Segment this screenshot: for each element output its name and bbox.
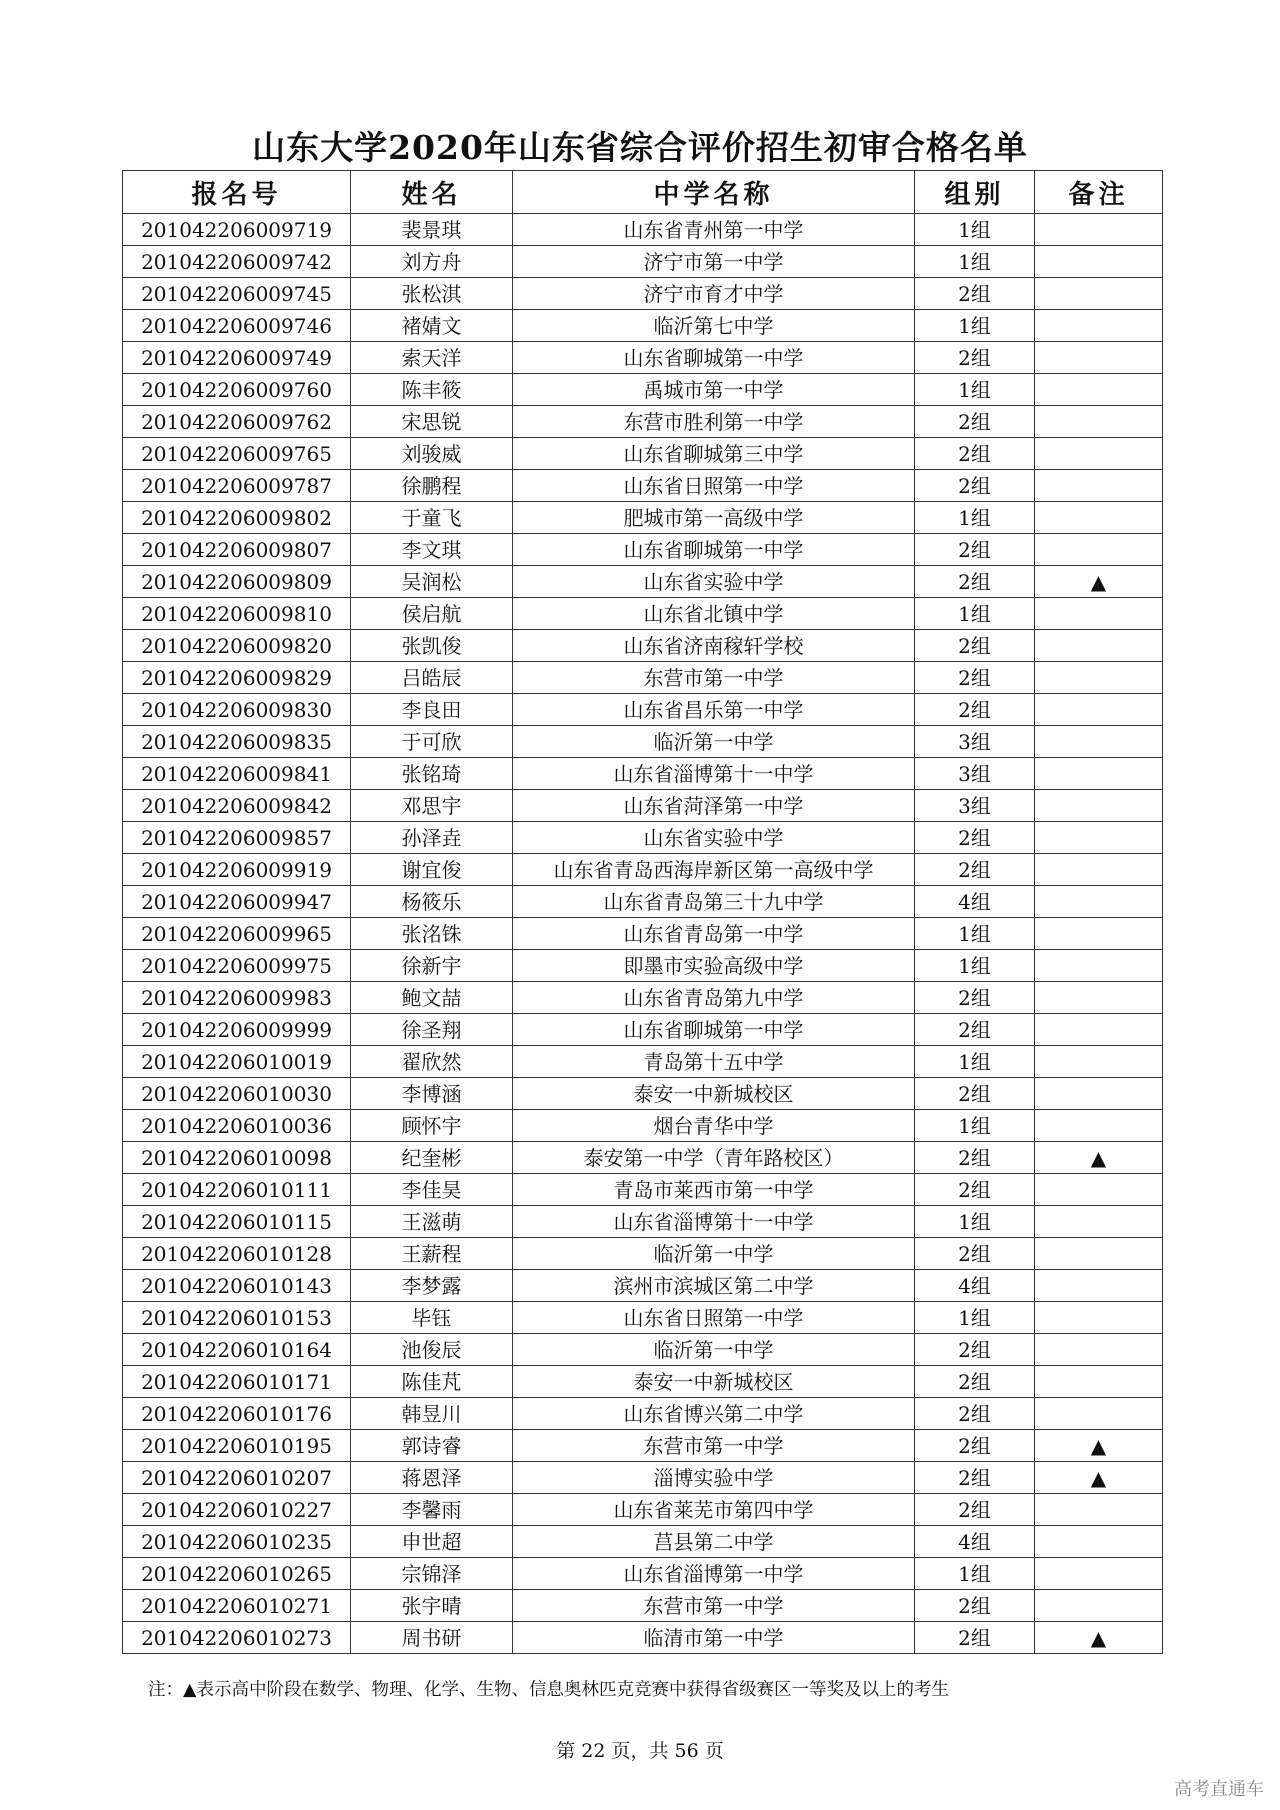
remarks-cell	[1035, 310, 1163, 342]
watermark: 高考直通车	[1174, 1779, 1264, 1800]
school-cell: 肥城市第一高级中学	[513, 502, 915, 534]
group-cell: 2组	[915, 662, 1035, 694]
group-cell: 2组	[915, 630, 1035, 662]
group-cell: 2组	[915, 566, 1035, 598]
registration-number-cell: 201042206010195	[123, 1430, 351, 1462]
table-row	[123, 1334, 1163, 1366]
table-row	[123, 1590, 1163, 1622]
remarks-cell	[1035, 1590, 1163, 1622]
name-cell: 纪奎彬	[351, 1142, 513, 1174]
school-cell: 山东省青岛第三十九中学	[513, 886, 915, 918]
table-row	[123, 246, 1163, 278]
registration-number-cell: 201042206010171	[123, 1366, 351, 1398]
table-row	[123, 406, 1163, 438]
name-cell: 刘骏威	[351, 438, 513, 470]
name-cell: 索天洋	[351, 342, 513, 374]
school-cell: 泰安一中新城校区	[513, 1366, 915, 1398]
school-cell: 东营市第一中学	[513, 662, 915, 694]
remarks-cell: ▲	[1035, 1462, 1163, 1494]
group-cell: 1组	[915, 1046, 1035, 1078]
group-cell: 1组	[915, 1302, 1035, 1334]
remarks-cell	[1035, 886, 1163, 918]
table-row	[123, 278, 1163, 310]
name-cell: 褚婧文	[351, 310, 513, 342]
table-row	[123, 534, 1163, 566]
registration-number-cell: 201042206009919	[123, 854, 351, 886]
table-row	[123, 630, 1163, 662]
remarks-cell: ▲	[1035, 1622, 1163, 1654]
school-cell: 山东省淄博第十一中学	[513, 758, 915, 790]
remarks-cell: ▲	[1035, 1430, 1163, 1462]
column-header-group: 组别	[915, 171, 1035, 214]
group-cell: 1组	[915, 598, 1035, 630]
registration-number-cell: 201042206009809	[123, 566, 351, 598]
table-row	[123, 342, 1163, 374]
registration-number-cell: 201042206010227	[123, 1494, 351, 1526]
table-row	[123, 1558, 1163, 1590]
name-cell: 王薪程	[351, 1238, 513, 1270]
group-cell: 1组	[915, 310, 1035, 342]
table-row	[123, 1014, 1163, 1046]
name-cell: 徐圣翔	[351, 1014, 513, 1046]
name-cell: 杨筱乐	[351, 886, 513, 918]
group-cell: 2组	[915, 822, 1035, 854]
group-cell: 2组	[915, 470, 1035, 502]
table-row	[123, 662, 1163, 694]
name-cell: 陈丰筱	[351, 374, 513, 406]
name-cell: 蒋恩泽	[351, 1462, 513, 1494]
remarks-cell	[1035, 534, 1163, 566]
group-cell: 4组	[915, 1270, 1035, 1302]
group-cell: 1组	[915, 214, 1035, 246]
name-cell: 申世超	[351, 1526, 513, 1558]
registration-number-cell: 201042206009965	[123, 918, 351, 950]
registration-number-cell: 201042206009787	[123, 470, 351, 502]
table-row	[123, 1238, 1163, 1270]
table-row	[123, 1622, 1163, 1654]
group-cell: 2组	[915, 438, 1035, 470]
group-cell: 2组	[915, 1174, 1035, 1206]
table-row	[123, 598, 1163, 630]
registration-number-cell: 201042206009762	[123, 406, 351, 438]
registration-number-cell: 201042206010143	[123, 1270, 351, 1302]
registration-number-cell: 201042206009820	[123, 630, 351, 662]
school-cell: 莒县第二中学	[513, 1526, 915, 1558]
table-row	[123, 726, 1163, 758]
registration-number-cell: 201042206010207	[123, 1462, 351, 1494]
school-cell: 山东省淄博第一中学	[513, 1558, 915, 1590]
school-cell: 山东省实验中学	[513, 822, 915, 854]
remarks-cell	[1035, 1206, 1163, 1238]
remarks-cell	[1035, 630, 1163, 662]
remarks-cell	[1035, 1526, 1163, 1558]
name-cell: 周书研	[351, 1622, 513, 1654]
remarks-cell	[1035, 598, 1163, 630]
remarks-cell	[1035, 918, 1163, 950]
school-cell: 烟台青华中学	[513, 1110, 915, 1142]
table-row	[123, 1526, 1163, 1558]
table-row	[123, 470, 1163, 502]
table-row	[123, 1206, 1163, 1238]
group-cell: 2组	[915, 1398, 1035, 1430]
school-cell: 东营市第一中学	[513, 1430, 915, 1462]
school-cell: 临沂第七中学	[513, 310, 915, 342]
registration-number-cell: 201042206009999	[123, 1014, 351, 1046]
remarks-cell	[1035, 950, 1163, 982]
group-cell: 2组	[915, 342, 1035, 374]
name-cell: 于童飞	[351, 502, 513, 534]
registration-number-cell: 201042206009835	[123, 726, 351, 758]
school-cell: 山东省青岛第九中学	[513, 982, 915, 1014]
registration-number-cell: 201042206010098	[123, 1142, 351, 1174]
table-row	[123, 1078, 1163, 1110]
name-cell: 吴润松	[351, 566, 513, 598]
remarks-cell	[1035, 438, 1163, 470]
registration-number-cell: 201042206009857	[123, 822, 351, 854]
table-row	[123, 982, 1163, 1014]
school-cell: 青岛市莱西市第一中学	[513, 1174, 915, 1206]
remarks-cell	[1035, 694, 1163, 726]
remarks-cell	[1035, 342, 1163, 374]
registration-number-cell: 201042206010128	[123, 1238, 351, 1270]
name-cell: 孙泽垚	[351, 822, 513, 854]
table-row	[123, 1494, 1163, 1526]
table-row	[123, 1046, 1163, 1078]
group-cell: 2组	[915, 694, 1035, 726]
table-row	[123, 1174, 1163, 1206]
table-row	[123, 790, 1163, 822]
school-cell: 泰安一中新城校区	[513, 1078, 915, 1110]
group-cell: 1组	[915, 1110, 1035, 1142]
school-cell: 山东省菏泽第一中学	[513, 790, 915, 822]
remarks-cell	[1035, 1078, 1163, 1110]
remarks-cell	[1035, 1174, 1163, 1206]
school-cell: 山东省日照第一中学	[513, 470, 915, 502]
name-cell: 李佳昊	[351, 1174, 513, 1206]
group-cell: 1组	[915, 918, 1035, 950]
group-cell: 2组	[915, 1494, 1035, 1526]
registration-number-cell: 201042206010271	[123, 1590, 351, 1622]
remarks-cell	[1035, 758, 1163, 790]
name-cell: 张铭琦	[351, 758, 513, 790]
group-cell: 2组	[915, 1622, 1035, 1654]
footnote: 注：▲表示高中阶段在数学、物理、化学、生物、信息奥林匹克竞赛中获得省级赛区一等奖及以上的考生	[148, 1680, 949, 1700]
name-cell: 张凯俊	[351, 630, 513, 662]
remarks-cell	[1035, 1238, 1163, 1270]
registration-number-cell: 201042206009829	[123, 662, 351, 694]
registration-number-cell: 201042206009765	[123, 438, 351, 470]
school-cell: 济宁市育才中学	[513, 278, 915, 310]
name-cell: 陈佳芃	[351, 1366, 513, 1398]
remarks-cell	[1035, 726, 1163, 758]
school-cell: 临沂第一中学	[513, 726, 915, 758]
registration-number-cell: 201042206010265	[123, 1558, 351, 1590]
registration-number-cell: 201042206010030	[123, 1078, 351, 1110]
registration-number-cell: 201042206009746	[123, 310, 351, 342]
name-cell: 张宇晴	[351, 1590, 513, 1622]
remarks-cell	[1035, 374, 1163, 406]
name-cell: 刘方舟	[351, 246, 513, 278]
group-cell: 2组	[915, 1014, 1035, 1046]
school-cell: 山东省青岛第一中学	[513, 918, 915, 950]
group-cell: 3组	[915, 758, 1035, 790]
table-row	[123, 950, 1163, 982]
remarks-cell	[1035, 1302, 1163, 1334]
remarks-cell	[1035, 1366, 1163, 1398]
table-row	[123, 854, 1163, 886]
school-cell: 淄博实验中学	[513, 1462, 915, 1494]
school-cell: 山东省北镇中学	[513, 598, 915, 630]
table-row	[123, 1302, 1163, 1334]
registration-number-cell: 201042206009975	[123, 950, 351, 982]
school-cell: 临沂第一中学	[513, 1334, 915, 1366]
school-cell: 山东省济南稼轩学校	[513, 630, 915, 662]
group-cell: 1组	[915, 1558, 1035, 1590]
group-cell: 1组	[915, 950, 1035, 982]
admission-table	[122, 170, 1163, 1654]
school-cell: 山东省青州第一中学	[513, 214, 915, 246]
group-cell: 3组	[915, 790, 1035, 822]
group-cell: 2组	[915, 1366, 1035, 1398]
name-cell: 韩昱川	[351, 1398, 513, 1430]
table-row	[123, 1430, 1163, 1462]
group-cell: 4组	[915, 886, 1035, 918]
remarks-cell	[1035, 854, 1163, 886]
group-cell: 1组	[915, 1206, 1035, 1238]
name-cell: 顾怀宇	[351, 1110, 513, 1142]
school-cell: 山东省青岛西海岸新区第一高级中学	[513, 854, 915, 886]
name-cell: 翟欣然	[351, 1046, 513, 1078]
table-row	[123, 438, 1163, 470]
table-row	[123, 918, 1163, 950]
remarks-cell	[1035, 470, 1163, 502]
remarks-cell	[1035, 1494, 1163, 1526]
table-row	[123, 758, 1163, 790]
name-cell: 池俊辰	[351, 1334, 513, 1366]
school-cell: 山东省聊城第一中学	[513, 342, 915, 374]
name-cell: 李博涵	[351, 1078, 513, 1110]
table-row	[123, 1270, 1163, 1302]
group-cell: 4组	[915, 1526, 1035, 1558]
registration-number-cell: 201042206009742	[123, 246, 351, 278]
registration-number-cell: 201042206009802	[123, 502, 351, 534]
school-cell: 山东省莱芜市第四中学	[513, 1494, 915, 1526]
remarks-cell: ▲	[1035, 566, 1163, 598]
remarks-cell	[1035, 1334, 1163, 1366]
name-cell: 李梦露	[351, 1270, 513, 1302]
group-cell: 1组	[915, 374, 1035, 406]
school-cell: 东营市胜利第一中学	[513, 406, 915, 438]
remarks-cell	[1035, 790, 1163, 822]
table-row	[123, 566, 1163, 598]
name-cell: 李文琪	[351, 534, 513, 566]
group-cell: 2组	[915, 1078, 1035, 1110]
registration-number-cell: 201042206010164	[123, 1334, 351, 1366]
table-row	[123, 694, 1163, 726]
name-cell: 吕皓辰	[351, 662, 513, 694]
table-row	[123, 886, 1163, 918]
school-cell: 临沂第一中学	[513, 1238, 915, 1270]
column-header-school: 中学名称	[513, 171, 915, 214]
name-cell: 邓思宇	[351, 790, 513, 822]
group-cell: 2组	[915, 1590, 1035, 1622]
school-cell: 山东省日照第一中学	[513, 1302, 915, 1334]
registration-number-cell: 201042206010036	[123, 1110, 351, 1142]
registration-number-cell: 201042206010176	[123, 1398, 351, 1430]
group-cell: 1组	[915, 502, 1035, 534]
school-cell: 山东省实验中学	[513, 566, 915, 598]
remarks-cell	[1035, 822, 1163, 854]
name-cell: 谢宜俊	[351, 854, 513, 886]
registration-number-cell: 201042206009810	[123, 598, 351, 630]
name-cell: 侯启航	[351, 598, 513, 630]
table-row	[123, 214, 1163, 246]
registration-number-cell: 201042206010019	[123, 1046, 351, 1078]
name-cell: 王滋萌	[351, 1206, 513, 1238]
group-cell: 2组	[915, 534, 1035, 566]
column-header-registration-number: 报名号	[123, 171, 351, 214]
registration-number-cell: 201042206009719	[123, 214, 351, 246]
registration-number-cell: 201042206010111	[123, 1174, 351, 1206]
remarks-cell	[1035, 406, 1163, 438]
remarks-cell	[1035, 982, 1163, 1014]
page-number: 第 22 页，共 56 页	[556, 1740, 724, 1762]
group-cell: 2组	[915, 854, 1035, 886]
table-row	[123, 374, 1163, 406]
registration-number-cell: 201042206009842	[123, 790, 351, 822]
school-cell: 山东省聊城第一中学	[513, 1014, 915, 1046]
school-cell: 山东省聊城第一中学	[513, 534, 915, 566]
group-cell: 2组	[915, 982, 1035, 1014]
name-cell: 毕钰	[351, 1302, 513, 1334]
group-cell: 2组	[915, 1142, 1035, 1174]
registration-number-cell: 201042206010273	[123, 1622, 351, 1654]
school-cell: 山东省博兴第二中学	[513, 1398, 915, 1430]
table-row	[123, 822, 1163, 854]
table-row	[123, 1366, 1163, 1398]
remarks-cell	[1035, 1046, 1163, 1078]
registration-number-cell: 201042206010115	[123, 1206, 351, 1238]
group-cell: 2组	[915, 406, 1035, 438]
name-cell: 宋思锐	[351, 406, 513, 438]
school-cell: 济宁市第一中学	[513, 246, 915, 278]
remarks-cell	[1035, 1270, 1163, 1302]
registration-number-cell: 201042206009841	[123, 758, 351, 790]
remarks-cell	[1035, 214, 1163, 246]
group-cell: 2组	[915, 1462, 1035, 1494]
group-cell: 2组	[915, 1334, 1035, 1366]
registration-number-cell: 201042206009830	[123, 694, 351, 726]
remarks-cell: ▲	[1035, 1142, 1163, 1174]
registration-number-cell: 201042206009807	[123, 534, 351, 566]
school-cell: 山东省聊城第三中学	[513, 438, 915, 470]
table-row	[123, 1142, 1163, 1174]
table-row	[123, 1110, 1163, 1142]
registration-number-cell: 201042206009745	[123, 278, 351, 310]
remarks-cell	[1035, 278, 1163, 310]
table-row	[123, 310, 1163, 342]
name-cell: 张松淇	[351, 278, 513, 310]
school-cell: 山东省淄博第十一中学	[513, 1206, 915, 1238]
remarks-cell	[1035, 1014, 1163, 1046]
name-cell: 李良田	[351, 694, 513, 726]
name-cell: 徐鹏程	[351, 470, 513, 502]
name-cell: 徐新宇	[351, 950, 513, 982]
school-cell: 临清市第一中学	[513, 1622, 915, 1654]
table-header-row	[123, 171, 1163, 214]
school-cell: 东营市第一中学	[513, 1590, 915, 1622]
school-cell: 即墨市实验高级中学	[513, 950, 915, 982]
group-cell: 1组	[915, 246, 1035, 278]
table-row	[123, 1462, 1163, 1494]
registration-number-cell: 201042206009760	[123, 374, 351, 406]
name-cell: 宗锦泽	[351, 1558, 513, 1590]
name-cell: 裴景琪	[351, 214, 513, 246]
name-cell: 鲍文喆	[351, 982, 513, 1014]
remarks-cell	[1035, 502, 1163, 534]
name-cell: 于可欣	[351, 726, 513, 758]
remarks-cell	[1035, 1110, 1163, 1142]
remarks-cell	[1035, 1558, 1163, 1590]
group-cell: 2组	[915, 1430, 1035, 1462]
registration-number-cell: 201042206009749	[123, 342, 351, 374]
remarks-cell	[1035, 1398, 1163, 1430]
group-cell: 3组	[915, 726, 1035, 758]
school-cell: 禹城市第一中学	[513, 374, 915, 406]
name-cell: 郭诗睿	[351, 1430, 513, 1462]
table-row	[123, 502, 1163, 534]
group-cell: 2组	[915, 1238, 1035, 1270]
remarks-cell	[1035, 662, 1163, 694]
column-header-remarks: 备注	[1035, 171, 1163, 214]
remarks-cell	[1035, 246, 1163, 278]
school-cell: 泰安第一中学（青年路校区）	[513, 1142, 915, 1174]
group-cell: 2组	[915, 278, 1035, 310]
page-title: 山东大学2020年山东省综合评价招生初审合格名单	[252, 128, 1028, 167]
school-cell: 青岛第十五中学	[513, 1046, 915, 1078]
table-row	[123, 1398, 1163, 1430]
table-body	[123, 214, 1163, 1654]
school-cell: 滨州市滨城区第二中学	[513, 1270, 915, 1302]
registration-number-cell: 201042206010153	[123, 1302, 351, 1334]
column-header-name: 姓名	[351, 171, 513, 214]
registration-number-cell: 201042206010235	[123, 1526, 351, 1558]
registration-number-cell: 201042206009947	[123, 886, 351, 918]
name-cell: 李馨雨	[351, 1494, 513, 1526]
name-cell: 张洺铢	[351, 918, 513, 950]
school-cell: 山东省昌乐第一中学	[513, 694, 915, 726]
registration-number-cell: 201042206009983	[123, 982, 351, 1014]
